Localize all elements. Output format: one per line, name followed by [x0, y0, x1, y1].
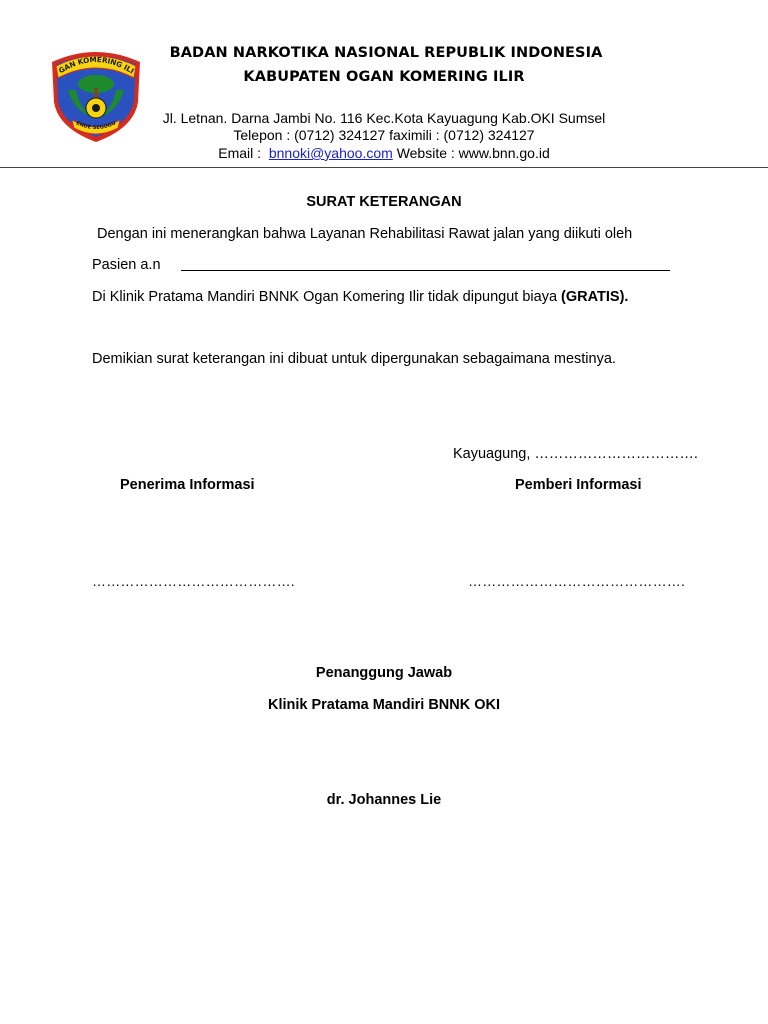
paragraph-closing: Demikian surat keterangan ini dibuat untuk dipergunakan sebagaimana mestinya.	[92, 351, 616, 367]
address-line: Jl. Letnan. Darna Jambi No. 116 Kec.Kota Kayuagung Kab.OKI Sumsel	[162, 110, 606, 126]
gratis-text: (GRATIS).	[561, 289, 629, 305]
responsible-label: Penanggung Jawab	[315, 665, 453, 681]
website-text: Website : www.bnn.go.id	[396, 145, 550, 161]
doctor-name: dr. Johannes Lie	[326, 792, 442, 808]
giver-signature-line: ……………………………………….	[468, 573, 686, 589]
giver-label: Pemberi Informasi	[515, 477, 642, 493]
header-divider	[0, 167, 768, 168]
place-date: Kayuagung, …………………………….	[453, 446, 698, 462]
email-link[interactable]: bnnoki@yahoo.com	[268, 145, 393, 161]
contact-line	[0, 145, 768, 161]
receiver-label: Penerima Informasi	[120, 477, 255, 493]
phone-line: Telepon : (0712) 324127 faximili : (0712) 324127	[233, 127, 535, 143]
responsible-org: Klinik Pratama Mandiri BNNK OKI	[267, 697, 501, 713]
paragraph-intro: Dengan ini menerangkan bahwa Layanan Rehabilitasi Rawat jalan yang diikuti oleh	[97, 226, 633, 242]
paragraph-clinic	[92, 289, 628, 305]
receiver-signature-line: …………………………………….	[92, 573, 295, 589]
patient-name-blank	[181, 270, 670, 271]
org-name-line1: BADAN NARKOTIKA NASIONAL REPUBLIK INDONESIA	[169, 45, 603, 61]
patient-label: Pasien a.n	[92, 257, 161, 273]
logo-text-top: GAN KOMERING ILI	[57, 54, 136, 76]
email-label: Email :	[218, 145, 262, 161]
clinic-text: Di Klinik Pratama Mandiri BNNK Ogan Komering Ilir tidak dipungut biaya	[92, 289, 558, 305]
org-name-line2: KABUPATEN OGAN KOMERING ILIR	[243, 69, 525, 85]
document-title: SURAT KETERANGAN	[306, 194, 462, 210]
logo-text-bottom: ENDE SEGUGU	[75, 120, 117, 132]
